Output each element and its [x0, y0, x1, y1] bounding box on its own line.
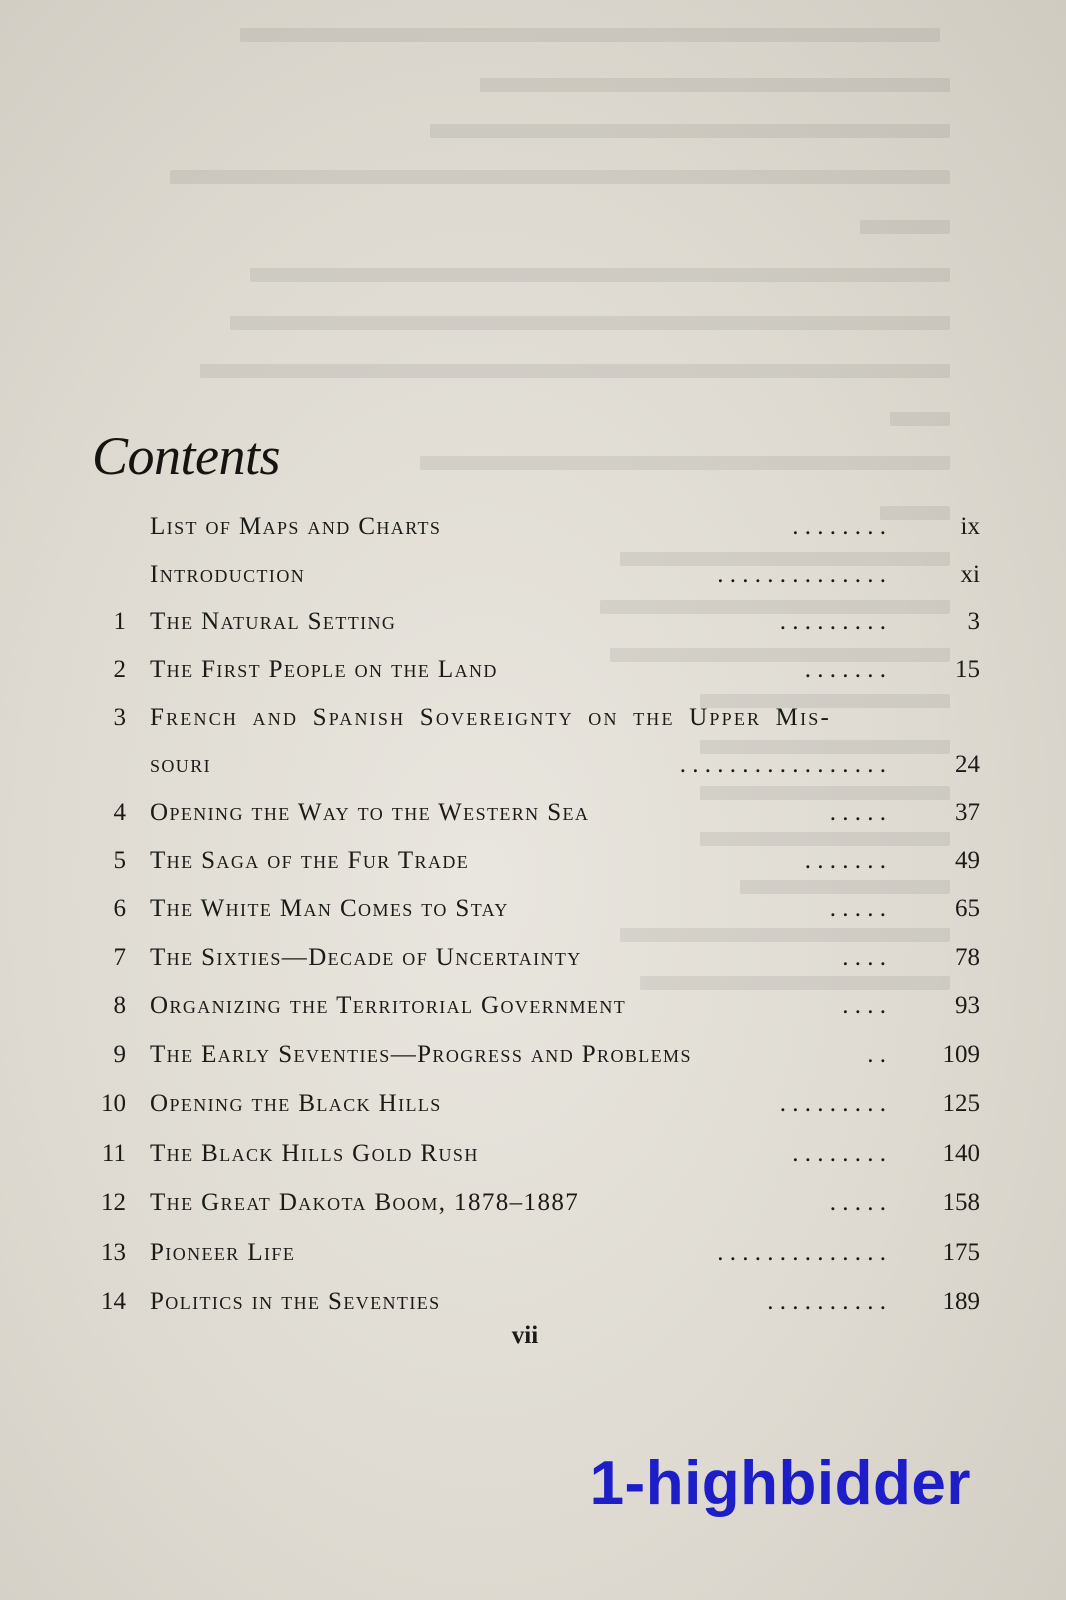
- toc-entry-continuation: [0, 745, 1066, 785]
- chapter-number: 9: [113, 1041, 126, 1068]
- chapter-number: 12: [101, 1189, 126, 1216]
- page-number: 15: [955, 656, 980, 683]
- toc-entry: [0, 507, 1066, 547]
- toc-entry: [0, 1282, 1066, 1322]
- chapter-title: The White Man Comes to Stay: [150, 895, 509, 922]
- toc-entry: [0, 555, 1066, 595]
- chapter-title: The Saga of the Fur Trade: [150, 847, 470, 874]
- page-number: 140: [942, 1140, 980, 1167]
- dot-leader: . . . . . . . .: [792, 513, 886, 540]
- toc-entry: [0, 1183, 1066, 1223]
- page-number: ix: [960, 513, 980, 540]
- toc-entry: [0, 793, 1066, 833]
- toc-entry: [0, 986, 1066, 1026]
- page-number: 93: [955, 992, 980, 1019]
- chapter-title: The First People on the Land: [150, 656, 498, 683]
- chapter-number: 13: [101, 1239, 126, 1266]
- page-number: 175: [942, 1239, 980, 1266]
- toc-entry: [0, 841, 1066, 881]
- dot-leader: . . . . . . . . . .: [767, 1288, 886, 1315]
- chapter-title: The Early Seventies—Progress and Problems: [150, 1041, 692, 1068]
- chapter-number: 2: [113, 656, 126, 683]
- toc-entry: [0, 938, 1066, 978]
- dot-leader: . . . . .: [829, 799, 886, 826]
- chapter-title: The Black Hills Gold Rush: [150, 1140, 479, 1167]
- dot-leader: . . . .: [842, 944, 886, 971]
- page-number: 24: [955, 751, 980, 778]
- page-number: xi: [960, 561, 980, 588]
- chapter-title: Pioneer Life: [150, 1239, 296, 1266]
- dot-leader: . . . . .: [829, 1189, 886, 1216]
- chapter-number: 6: [113, 895, 126, 922]
- dot-leader: . . . . . . . . . . . . . .: [717, 561, 886, 588]
- chapter-number: 7: [113, 944, 126, 971]
- toc-entry: [0, 698, 1066, 738]
- page-number: 3: [967, 608, 980, 635]
- toc-entry: [0, 1233, 1066, 1273]
- page-number: 49: [955, 847, 980, 874]
- seller-watermark: 1-highbidder: [589, 1449, 971, 1518]
- dot-leader: . . . . . . .: [804, 656, 886, 683]
- chapter-title: The Natural Setting: [150, 608, 397, 635]
- toc-entry: [0, 602, 1066, 642]
- toc-entry: [0, 650, 1066, 690]
- dot-leader: . . . .: [842, 992, 886, 1019]
- chapter-number: 4: [113, 799, 126, 826]
- chapter-title: Opening the Way to the Western Sea: [150, 799, 590, 826]
- dot-leader: . . . . . . . . .: [779, 608, 886, 635]
- page-number: 125: [942, 1090, 980, 1117]
- chapter-number: 8: [113, 992, 126, 1019]
- chapter-number: 10: [101, 1090, 126, 1117]
- page-number: 78: [955, 944, 980, 971]
- page-number: 158: [942, 1189, 980, 1216]
- chapter-number: 14: [101, 1288, 126, 1315]
- dot-leader: . . . . .: [829, 895, 886, 922]
- chapter-number: 5: [113, 847, 126, 874]
- page-number: 37: [955, 799, 980, 826]
- page-title: Contents: [92, 426, 281, 486]
- dot-leader: . .: [867, 1041, 886, 1068]
- toc-entry: [0, 1134, 1066, 1174]
- chapter-number: 1: [113, 608, 126, 635]
- page-number: 189: [942, 1288, 980, 1315]
- chapter-title: Introduction: [150, 561, 306, 588]
- dot-leader: . . . . . . .: [804, 847, 886, 874]
- page-number: 65: [955, 895, 980, 922]
- chapter-title: souri: [150, 751, 212, 778]
- chapter-title: Politics in the Seventies: [150, 1288, 441, 1315]
- dot-leader: . . . . . . . . . . . . . .: [717, 1239, 886, 1266]
- chapter-title: The Great Dakota Boom, 1878–1887: [150, 1189, 580, 1216]
- dot-leader: . . . . . . . . . . . . . . . . .: [679, 751, 886, 778]
- page-number: 109: [942, 1041, 980, 1068]
- chapter-number: 3: [113, 704, 126, 731]
- toc-entry: [0, 889, 1066, 929]
- dot-leader: . . . . . . . . .: [779, 1090, 886, 1117]
- chapter-title: List of Maps and Charts: [150, 513, 442, 540]
- chapter-title: French and Spanish Sovereignty on the Upper Mis-: [150, 704, 832, 731]
- chapter-title: Opening the Black Hills: [150, 1090, 442, 1117]
- page-folio: vii: [511, 1322, 539, 1349]
- toc-entry: [0, 1084, 1066, 1124]
- chapter-title: Organizing the Territorial Government: [150, 992, 627, 1019]
- chapter-number: 11: [101, 1140, 126, 1167]
- dot-leader: . . . . . . . .: [792, 1140, 886, 1167]
- chapter-title: The Sixties—Decade of Uncertainty: [150, 944, 582, 971]
- toc-entry: [0, 1035, 1066, 1075]
